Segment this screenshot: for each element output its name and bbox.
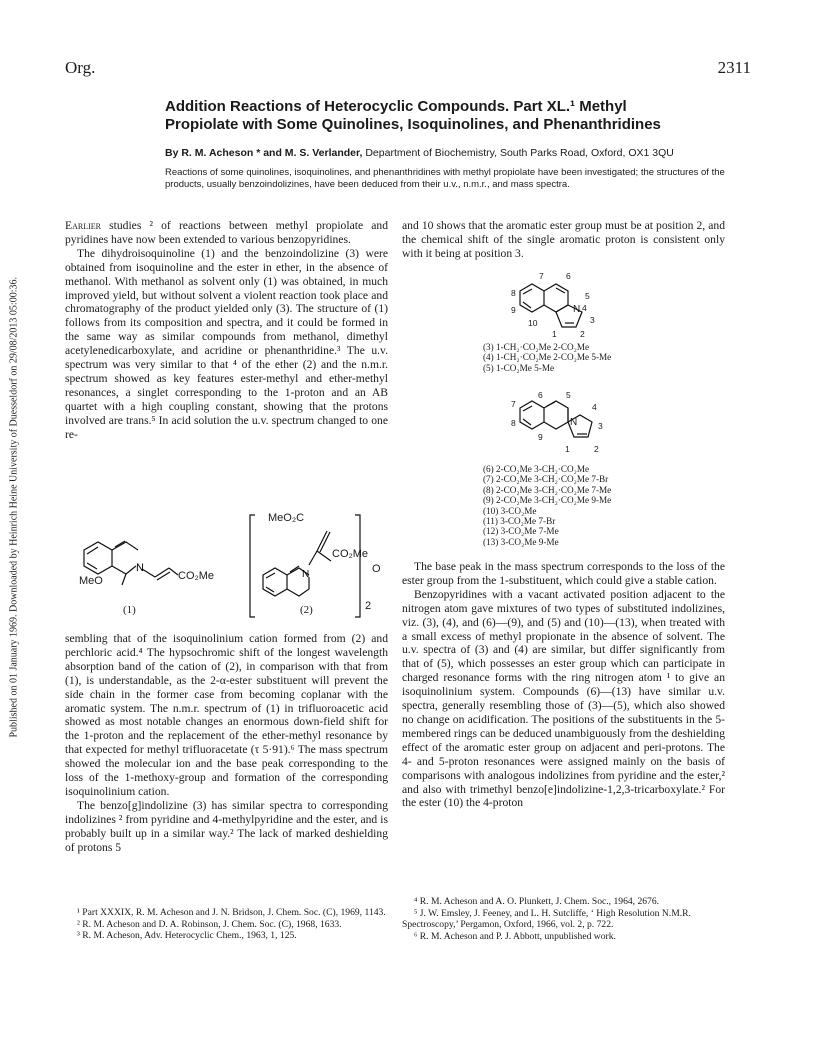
lead-word: Earlier (65, 219, 101, 232)
ph-num-1: 1 (565, 444, 570, 454)
right-column-top (402, 219, 725, 261)
compound-10: (10) 3-CO₂Me (483, 505, 537, 516)
compound-7: (7) 2-CO₂Me 3-CH₂·CO₂Me 7-Br (483, 474, 609, 485)
page-number: 2311 (717, 58, 751, 77)
paragraph-position-2: and 10 shows that the aromatic ester group must be at position 2, and the chemical shift of the single aromatic proton is consistent only with it being at position 3. (402, 219, 725, 260)
structure-2-meo2c: MeO₂C (268, 512, 305, 524)
compound-12: (12) 3-CO₂Me 7-Me (483, 526, 559, 537)
bi-num-6: 6 (566, 271, 571, 281)
left-column-bottom (65, 632, 388, 855)
paragraph-benzoindolizine: The benzo[g]indolizine (3) has similar spectra to corresponding indolizines ² from pyridine and 4-methylpyridine and the ester, and is probably built up in a similar way.² The lack of marked deshielding of protons 5 (65, 798, 388, 854)
compound-9: (9) 2-CO₂Me 3-CH₂·CO₂Me 9-Me (483, 495, 612, 506)
structure-2-label: (2) (300, 604, 313, 616)
ph-num-3: 3 (598, 421, 603, 431)
compound-5: (5) 1-CO₂Me 5-Me (483, 362, 555, 373)
left-column-top (65, 219, 388, 442)
ph-num-4: 4 (592, 402, 597, 412)
ph-num-7: 7 (511, 399, 516, 409)
bi-num-7: 7 (539, 271, 544, 281)
bi-num-4: 4 (582, 303, 587, 313)
compound-4: (4) 1-CH₂·CO₂Me 2-CO₂Me 5-Me (483, 352, 612, 363)
footnotes-left (65, 907, 388, 942)
bi-num-2: 2 (580, 329, 585, 339)
authors (165, 147, 745, 159)
svg-text:N: N (302, 569, 310, 580)
compound-3: (3) 1-CH₂·CO₂Me 2-CO₂Me (483, 342, 590, 352)
structure-2-subscript: 2 (365, 600, 372, 612)
article-title (165, 98, 725, 134)
right-column-bottom (402, 560, 725, 810)
bi-num-n: N (573, 304, 581, 315)
author-names: By R. M. Acheson * and M. S. Verlander, (165, 147, 363, 159)
ph-num-6: 6 (538, 390, 543, 400)
intro-paragraph: studies ² of reactions between methyl propiolate and pyridines have now been extended to various benzopyridines. (65, 219, 388, 246)
bi-num-1: 1 (552, 329, 557, 339)
benzoindolizine-numbering (510, 271, 620, 347)
title-line-2: Propiolate with Some Quinolines, Isoquinolines, and Phenanthridines (165, 116, 661, 133)
bi-num-10: 10 (528, 318, 538, 328)
publication-side-note: Published on 01 January 1969. Downloaded by Heinrich Heine University of Duesseldorf on 29/08/2013 05:00:36. (8, 277, 20, 738)
abstract: Reactions of some quinolines, isoquinolines, and phenanthridines with methyl propiolate have been investigated; the structures of the products, usually benzoindolizines, have been deduced from their u.v., n.m.r., and mass spectra. (165, 167, 725, 190)
journal-name: Org. (65, 58, 96, 77)
footnote-4: ⁴ R. M. Acheson and A. O. Plunkett, J. Chem. Soc., 1964, 2676. (414, 896, 660, 907)
compound-6: (6) 2-CO₂Me 3-CH₂·CO₂Me (483, 464, 590, 474)
compound-11: (11) 3-CO₂Me 7-Br (483, 516, 556, 527)
structure-1-diagram (70, 525, 245, 620)
compound-13: (13) 3-CO₂Me 9-Me (483, 536, 559, 547)
structure-1-co2me: CO₂Me (178, 570, 215, 582)
bi-num-9: 9 (511, 305, 516, 315)
bi-num-3: 3 (590, 315, 595, 325)
structure-2-oxygen: O (372, 563, 381, 575)
footnote-6: ⁶ R. M. Acheson and P. J. Abbott, unpublished work. (414, 930, 616, 942)
affiliation: Department of Biochemistry, South Parks Road, Oxford, OX1 3QU (365, 147, 674, 159)
compound-list-a (483, 342, 611, 373)
bi-num-5: 5 (585, 291, 590, 301)
footnote-5: ⁵ J. W. Emsley, J. Feeney, and L. H. Sutcliffe, ‘ High Resolution N.M.R. Spectroscopy,’ Pergamon, Oxford, 1966, vol. 2, p. 722. (402, 907, 691, 930)
paragraph-dihydroisoquinoline: The dihydroisoquinoline (1) and the benzoindolizine (3) were obtained from isoquinoline and the ester in ether, in the absence of methanol. With methanol as solvent only (1) was obtained, in much improved yield, but without solvent a violent reaction took place and chromatography of the product yielded only (3). The structure of (1) follows from its composition and spectra, and it could be formed in the same way as similar compounds from methanol, dimethyl acetylenedicarboxylate, and acridine or phenanthridine.³ The u.v. spectrum was very similar to that ⁴ of the ether (2) and the n.m.r. spectrum showed as key features ester-methyl and ether-methyl resonances, a singlet corresponding to the 1-proton and an AB quartet with a high coupling constant, showing that the protons involved are trans.⁵ In acid solution the u.v. spectrum changed to one re- (65, 246, 388, 441)
ph-num-2: 2 (594, 444, 599, 454)
ph-num-5: 5 (566, 390, 571, 400)
footnote-1: ¹ Part XXXIX, R. M. Acheson and J. N. Bridson, J. Chem. Soc. (C), 1969, 1143. (77, 907, 386, 918)
ph-num-n: N (570, 417, 578, 428)
compound-list-b (483, 464, 611, 547)
paragraph-benzopyridines: Benzopyridines with a vacant activated position adjacent to the nitrogen atom gave mixtures of two types of substituted indolizines, viz. (3), (4), and (6)—(9), and (5) and (10)—(13), when treated with a small excess of methyl propionate in the absence of solvent. The u.v. spectra of (3) and (4) are similar, but differ significantly from that of (5), which possesses an ester group which can participate in charged resonance forms with the ring nitrogen atom ¹ to give an isoquinolinium system. Compounds (6)—(13) have similar u.v. spectra, generally resembling those of (3)—(5), which also showed no change on acidification. The positions of the substituents in the 5-membered rings can be deduced unambiguously from the deshielding effect of the aromatic ester group on adjacent and peri-protons. The 4- and 5-proton resonances were assigned mainly on the basis of comparisons with analogous indolizines from pyridine and the ester,² and also with trimethyl benzo[e]indolizine-1,2,3-tricarboxylate.² For the ester (10) the 4-proton (402, 587, 725, 810)
ph-num-9: 9 (538, 432, 543, 442)
svg-text:N: N (136, 562, 144, 574)
ph-num-8: 8 (511, 418, 516, 428)
compound-8: (8) 2-CO₂Me 3-CH₂·CO₂Me 7-Me (483, 484, 612, 495)
footnote-2: ² R. M. Acheson and D. A. Robinson, J. Chem. Soc. (C), 1968, 1633. (77, 918, 342, 930)
bi-num-8: 8 (511, 288, 516, 298)
paragraph-mass-spectrum: The base peak in the mass spectrum corresponds to the loss of the ester group from the 1-substituent, which could give a stable cation. (402, 560, 725, 587)
title-line-1: Addition Reactions of Heterocyclic Compounds. Part XL.¹ Methyl (165, 98, 627, 115)
paragraph-isoquinolinium: sembling that of the isoquinolinium cation formed from (2) and perchloric acid.⁴ The hypsochromic shift of the longest wavelength absorption band of the cation of (2), in comparison with that from (1), is understandable, as the 2-α-ester substituent will prevent the side chain in the former case from becoming coplanar with the aromatic system. The n.m.r. spectrum of (1) in trifluoroacetic acid showed as most notable changes an enormous down-field shift for the 1-proton and the replacement of the ether-methyl resonance by that expected for methyl trifluoracetate (τ 5·91).⁶ The mass spectrum showed the molecular ion and the base peak corresponding to the loss of the 1-methoxy-group and formation of the corresponding isoquinolinium cation. (65, 632, 388, 798)
structure-2-co2me: CO₂Me (332, 548, 369, 560)
structure-1-meo: MeO (79, 575, 103, 587)
footnote-3: ³ R. M. Acheson, Adv. Heterocyclic Chem., 1963, 1, 125. (77, 930, 297, 941)
structure-1-label: (1) (123, 604, 136, 616)
footnotes-right (402, 896, 725, 942)
phenanthridine-numbering (510, 388, 620, 458)
